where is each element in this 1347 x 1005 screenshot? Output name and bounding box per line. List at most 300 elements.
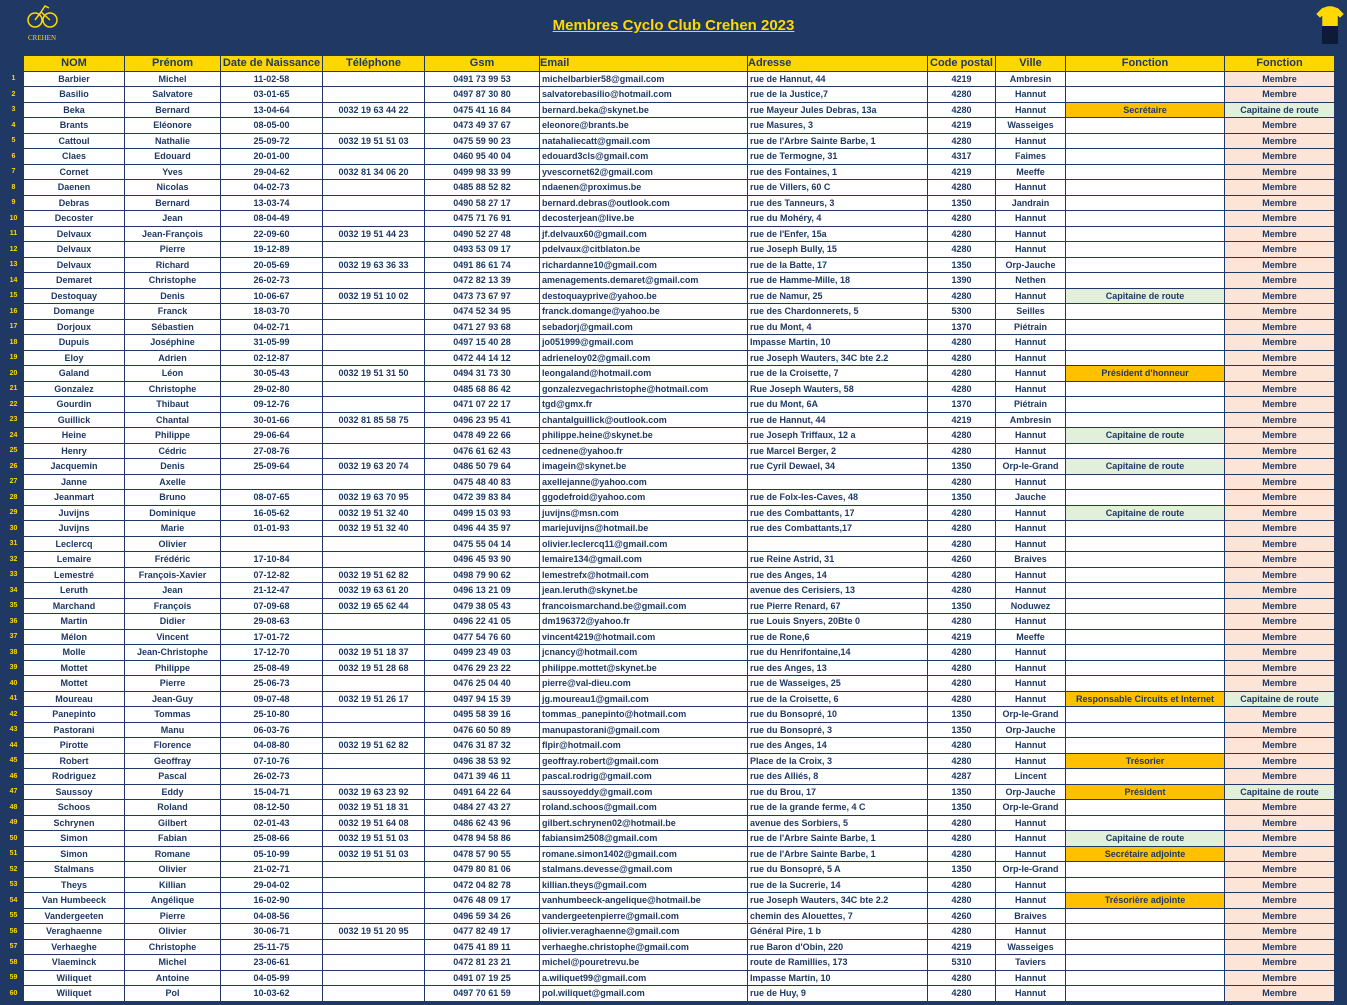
birth-date-cell: 29-04-62 bbox=[221, 164, 323, 180]
last-name-cell: Cornet bbox=[24, 164, 125, 180]
role-cell bbox=[1066, 443, 1225, 459]
postal-code-cell: 5300 bbox=[928, 304, 996, 320]
birth-date-cell: 03-01-65 bbox=[221, 87, 323, 103]
role-cell bbox=[1066, 707, 1225, 723]
phone-cell bbox=[323, 908, 425, 924]
gsm-cell: 0485 68 86 42 bbox=[425, 381, 540, 397]
city-cell: Orp-Jauche bbox=[996, 722, 1066, 738]
column-header: Prénom bbox=[125, 56, 221, 72]
gsm-cell: 0479 38 05 43 bbox=[425, 598, 540, 614]
last-name-cell: Theys bbox=[24, 877, 125, 893]
row-number-cell: 59 bbox=[4, 970, 24, 986]
function-cell: Capitaine de route bbox=[1225, 691, 1335, 707]
gsm-cell: 0478 49 22 66 bbox=[425, 428, 540, 444]
last-name-cell: Debras bbox=[24, 195, 125, 211]
gsm-cell: 0472 81 23 21 bbox=[425, 955, 540, 971]
table-row bbox=[4, 242, 1335, 258]
birth-date-cell: 19-12-89 bbox=[221, 242, 323, 258]
birth-date-cell: 25-11-75 bbox=[221, 939, 323, 955]
postal-code-cell: 4280 bbox=[928, 87, 996, 103]
function-cell: Membre bbox=[1225, 133, 1335, 149]
city-cell: Orp-le-Grand bbox=[996, 800, 1066, 816]
birth-date-cell: 25-10-80 bbox=[221, 707, 323, 723]
row-number-cell: 38 bbox=[4, 645, 24, 661]
city-cell: Hannut bbox=[996, 893, 1066, 909]
phone-cell bbox=[323, 722, 425, 738]
row-number-cell: 31 bbox=[4, 536, 24, 552]
row-number-cell: 43 bbox=[4, 722, 24, 738]
email-cell: flpir@hotmail.com bbox=[540, 738, 748, 754]
row-number-cell: 32 bbox=[4, 552, 24, 568]
postal-code-cell: 4280 bbox=[928, 986, 996, 1002]
phone-cell: 0032 19 63 70 95 bbox=[323, 490, 425, 506]
birth-date-cell: 25-09-64 bbox=[221, 459, 323, 475]
postal-code-cell: 4280 bbox=[928, 691, 996, 707]
gsm-cell: 0471 27 93 68 bbox=[425, 319, 540, 335]
first-name-cell: Chantal bbox=[125, 412, 221, 428]
email-cell: natahaliecatt@gmail.com bbox=[540, 133, 748, 149]
postal-code-cell: 4280 bbox=[928, 521, 996, 537]
first-name-cell: Fabian bbox=[125, 831, 221, 847]
phone-cell bbox=[323, 877, 425, 893]
first-name-cell: Axelle bbox=[125, 474, 221, 490]
first-name-cell: Angélique bbox=[125, 893, 221, 909]
function-cell: Membre bbox=[1225, 257, 1335, 273]
postal-code-cell: 4280 bbox=[928, 846, 996, 862]
address-cell: rue de l'Arbre Sainte Barbe, 1 bbox=[748, 846, 928, 862]
postal-code-cell: 4280 bbox=[928, 536, 996, 552]
gsm-cell: 0497 15 40 28 bbox=[425, 335, 540, 351]
birth-date-cell: 17-12-70 bbox=[221, 645, 323, 661]
postal-code-cell: 4219 bbox=[928, 118, 996, 134]
address-cell: rue du Mont, 6A bbox=[748, 397, 928, 413]
phone-cell bbox=[323, 149, 425, 165]
last-name-cell: Basilio bbox=[24, 87, 125, 103]
address-cell: rue de la Sucrerie, 14 bbox=[748, 877, 928, 893]
email-cell: ndaenen@proximus.be bbox=[540, 180, 748, 196]
city-cell: Hannut bbox=[996, 614, 1066, 630]
city-cell: Orp-Jauche bbox=[996, 257, 1066, 273]
birth-date-cell: 25-09-72 bbox=[221, 133, 323, 149]
role-cell bbox=[1066, 211, 1225, 227]
column-header: Email bbox=[540, 56, 748, 72]
table-row bbox=[4, 815, 1335, 831]
first-name-cell: Cédric bbox=[125, 443, 221, 459]
email-cell: geoffray.robert@gmail.com bbox=[540, 753, 748, 769]
address-cell: rue Joseph Wauters, 34C bte 2.2 bbox=[748, 893, 928, 909]
birth-date-cell: 17-10-84 bbox=[221, 552, 323, 568]
table-row bbox=[4, 707, 1335, 723]
role-cell bbox=[1066, 381, 1225, 397]
postal-code-cell: 4317 bbox=[928, 149, 996, 165]
email-cell: vincent4219@hotmail.com bbox=[540, 629, 748, 645]
email-cell: jean.leruth@skynet.be bbox=[540, 583, 748, 599]
phone-cell bbox=[323, 474, 425, 490]
table-row bbox=[4, 71, 1335, 87]
function-cell: Membre bbox=[1225, 521, 1335, 537]
table-row bbox=[4, 180, 1335, 196]
phone-cell: 0032 19 51 32 40 bbox=[323, 505, 425, 521]
role-cell bbox=[1066, 133, 1225, 149]
gsm-cell: 0475 41 89 11 bbox=[425, 939, 540, 955]
column-header: Fonction bbox=[1225, 56, 1335, 72]
email-cell: lemaire134@gmail.com bbox=[540, 552, 748, 568]
function-cell: Membre bbox=[1225, 474, 1335, 490]
function-cell: Membre bbox=[1225, 769, 1335, 785]
gsm-cell: 0473 73 67 97 bbox=[425, 288, 540, 304]
last-name-cell: Stalmans bbox=[24, 862, 125, 878]
role-cell bbox=[1066, 242, 1225, 258]
table-row bbox=[4, 412, 1335, 428]
function-cell: Membre bbox=[1225, 986, 1335, 1002]
table-row bbox=[4, 660, 1335, 676]
table-row bbox=[4, 459, 1335, 475]
address-cell: rue de la Batte, 17 bbox=[748, 257, 928, 273]
first-name-cell: Denis bbox=[125, 288, 221, 304]
city-cell: Hannut bbox=[996, 986, 1066, 1002]
city-cell: Hannut bbox=[996, 970, 1066, 986]
birth-date-cell: 01-01-93 bbox=[221, 521, 323, 537]
address-cell: rue du Bonsopré, 5 A bbox=[748, 862, 928, 878]
role-cell bbox=[1066, 397, 1225, 413]
role-cell bbox=[1066, 567, 1225, 583]
birth-date-cell: 17-01-72 bbox=[221, 629, 323, 645]
birth-date-cell: 23-06-61 bbox=[221, 955, 323, 971]
email-cell: franck.domange@yahoo.be bbox=[540, 304, 748, 320]
address-cell: chemin des Alouettes, 7 bbox=[748, 908, 928, 924]
gsm-cell: 0499 23 49 03 bbox=[425, 645, 540, 661]
city-cell: Orp-le-Grand bbox=[996, 862, 1066, 878]
gsm-cell: 0474 52 34 95 bbox=[425, 304, 540, 320]
birth-date-cell: 25-08-66 bbox=[221, 831, 323, 847]
row-number-cell: 8 bbox=[4, 180, 24, 196]
address-cell: rue Masures, 3 bbox=[748, 118, 928, 134]
email-cell: romane.simon1402@gmail.com bbox=[540, 846, 748, 862]
logo-text: CREHEN bbox=[28, 34, 56, 42]
email-cell: philippe.heine@skynet.be bbox=[540, 428, 748, 444]
role-cell: Président d'honneur bbox=[1066, 366, 1225, 382]
first-name-cell: Frédéric bbox=[125, 552, 221, 568]
table-row bbox=[4, 195, 1335, 211]
table-row bbox=[4, 784, 1335, 800]
gsm-cell: 0472 82 13 39 bbox=[425, 273, 540, 289]
header-row bbox=[4, 56, 1335, 72]
last-name-cell: Eloy bbox=[24, 350, 125, 366]
last-name-cell: Leruth bbox=[24, 583, 125, 599]
postal-code-cell: 1350 bbox=[928, 707, 996, 723]
city-cell: Braives bbox=[996, 908, 1066, 924]
gsm-cell: 0477 82 49 17 bbox=[425, 924, 540, 940]
birth-date-cell: 07-12-82 bbox=[221, 567, 323, 583]
address-cell: rue Louis Snyers, 20Bte 0 bbox=[748, 614, 928, 630]
last-name-cell: Henry bbox=[24, 443, 125, 459]
function-cell: Membre bbox=[1225, 939, 1335, 955]
address-cell: rue de Hannut, 44 bbox=[748, 412, 928, 428]
city-cell: Hannut bbox=[996, 102, 1066, 118]
first-name-cell: Didier bbox=[125, 614, 221, 630]
phone-cell bbox=[323, 350, 425, 366]
table-row bbox=[4, 164, 1335, 180]
birth-date-cell: 10-03-62 bbox=[221, 986, 323, 1002]
address-cell: Général Pire, 1 b bbox=[748, 924, 928, 940]
first-name-cell: Christophe bbox=[125, 381, 221, 397]
first-name-cell: Olivier bbox=[125, 536, 221, 552]
role-cell: Capitaine de route bbox=[1066, 459, 1225, 475]
row-number-cell: 36 bbox=[4, 614, 24, 630]
address-cell: rue du Bonsopré, 10 bbox=[748, 707, 928, 723]
city-cell: Meeffe bbox=[996, 164, 1066, 180]
phone-cell bbox=[323, 955, 425, 971]
email-cell: olivier.veraghaenne@gmail.com bbox=[540, 924, 748, 940]
birth-date-cell: 16-02-90 bbox=[221, 893, 323, 909]
address-cell: Rue Joseph Wauters, 58 bbox=[748, 381, 928, 397]
birth-date-cell: 30-05-43 bbox=[221, 366, 323, 382]
city-cell: Hannut bbox=[996, 335, 1066, 351]
last-name-cell: Delvaux bbox=[24, 226, 125, 242]
phone-cell: 0032 19 65 62 44 bbox=[323, 598, 425, 614]
city-cell: Hannut bbox=[996, 366, 1066, 382]
postal-code-cell: 4219 bbox=[928, 164, 996, 180]
email-cell: adrieneloy02@gmail.com bbox=[540, 350, 748, 366]
email-cell: stalmans.devesse@gmail.com bbox=[540, 862, 748, 878]
city-cell: Hannut bbox=[996, 443, 1066, 459]
table-row bbox=[4, 769, 1335, 785]
first-name-cell: François-Xavier bbox=[125, 567, 221, 583]
last-name-cell: Demaret bbox=[24, 273, 125, 289]
gsm-cell: 0472 04 82 78 bbox=[425, 877, 540, 893]
postal-code-cell: 4280 bbox=[928, 877, 996, 893]
address-cell: Impasse Martin, 10 bbox=[748, 335, 928, 351]
birth-date-cell: 04-02-71 bbox=[221, 319, 323, 335]
phone-cell: 0032 81 34 06 20 bbox=[323, 164, 425, 180]
table-row bbox=[4, 614, 1335, 630]
function-cell: Membre bbox=[1225, 753, 1335, 769]
address-cell: rue des Alliés, 8 bbox=[748, 769, 928, 785]
function-cell: Membre bbox=[1225, 567, 1335, 583]
table-row bbox=[4, 288, 1335, 304]
table-row bbox=[4, 443, 1335, 459]
address-cell: rue de la Justice,7 bbox=[748, 87, 928, 103]
last-name-cell: Mélon bbox=[24, 629, 125, 645]
address-cell: rue de Villers, 60 C bbox=[748, 180, 928, 196]
row-number-cell: 28 bbox=[4, 490, 24, 506]
phone-cell bbox=[323, 335, 425, 351]
address-cell: rue Cyril Dewael, 34 bbox=[748, 459, 928, 475]
table-row bbox=[4, 831, 1335, 847]
gsm-cell: 0497 94 15 39 bbox=[425, 691, 540, 707]
row-number-cell: 26 bbox=[4, 459, 24, 475]
last-name-cell: Schoos bbox=[24, 800, 125, 816]
email-cell: jo051999@gmail.com bbox=[540, 335, 748, 351]
city-cell: Jauche bbox=[996, 490, 1066, 506]
first-name-cell: Marie bbox=[125, 521, 221, 537]
phone-cell bbox=[323, 428, 425, 444]
function-cell: Membre bbox=[1225, 381, 1335, 397]
function-cell: Membre bbox=[1225, 71, 1335, 87]
phone-cell: 0032 19 51 62 82 bbox=[323, 567, 425, 583]
table-row bbox=[4, 133, 1335, 149]
role-cell: Responsable Circuits et Internet bbox=[1066, 691, 1225, 707]
table-row bbox=[4, 846, 1335, 862]
phone-cell bbox=[323, 397, 425, 413]
city-cell: Taviers bbox=[996, 955, 1066, 971]
address-cell: rue des Anges, 14 bbox=[748, 567, 928, 583]
gsm-cell: 0475 59 90 23 bbox=[425, 133, 540, 149]
birth-date-cell: 13-03-74 bbox=[221, 195, 323, 211]
last-name-cell: Gonzalez bbox=[24, 381, 125, 397]
last-name-cell: Simon bbox=[24, 846, 125, 862]
birth-date-cell: 07-09-68 bbox=[221, 598, 323, 614]
birth-date-cell: 06-03-76 bbox=[221, 722, 323, 738]
first-name-cell: Olivier bbox=[125, 924, 221, 940]
postal-code-cell: 4280 bbox=[928, 567, 996, 583]
gsm-cell: 0494 31 73 30 bbox=[425, 366, 540, 382]
address-cell: rue du Mohéry, 4 bbox=[748, 211, 928, 227]
table-row bbox=[4, 970, 1335, 986]
last-name-cell: Galand bbox=[24, 366, 125, 382]
row-number-cell: 13 bbox=[4, 257, 24, 273]
role-cell bbox=[1066, 583, 1225, 599]
postal-code-cell: 1350 bbox=[928, 722, 996, 738]
table-row bbox=[4, 257, 1335, 273]
postal-code-cell: 4280 bbox=[928, 893, 996, 909]
address-cell: rue de Namur, 25 bbox=[748, 288, 928, 304]
row-number-cell: 34 bbox=[4, 583, 24, 599]
first-name-cell: Jean-Christophe bbox=[125, 645, 221, 661]
gsm-cell: 0496 22 41 05 bbox=[425, 614, 540, 630]
row-number-cell: 48 bbox=[4, 800, 24, 816]
postal-code-cell: 4280 bbox=[928, 180, 996, 196]
address-cell: rue de Wasseiges, 25 bbox=[748, 676, 928, 692]
role-cell bbox=[1066, 87, 1225, 103]
function-cell: Membre bbox=[1225, 505, 1335, 521]
postal-code-cell: 4280 bbox=[928, 660, 996, 676]
column-header: NOM bbox=[24, 56, 125, 72]
address-cell: rue de Folx-les-Caves, 48 bbox=[748, 490, 928, 506]
function-cell: Membre bbox=[1225, 598, 1335, 614]
last-name-cell: Mottet bbox=[24, 660, 125, 676]
row-number-cell: 42 bbox=[4, 707, 24, 723]
email-cell: salvatorebasilio@hotmail.com bbox=[540, 87, 748, 103]
email-cell: francoismarchand.be@gmail.com bbox=[540, 598, 748, 614]
email-cell: destoquayprive@yahoo.be bbox=[540, 288, 748, 304]
row-number-cell: 3 bbox=[4, 102, 24, 118]
table-row bbox=[4, 583, 1335, 599]
function-cell: Membre bbox=[1225, 629, 1335, 645]
birth-date-cell: 08-05-00 bbox=[221, 118, 323, 134]
phone-cell bbox=[323, 629, 425, 645]
row-number-cell: 6 bbox=[4, 149, 24, 165]
email-cell: tgd@gmx.fr bbox=[540, 397, 748, 413]
function-cell: Membre bbox=[1225, 242, 1335, 258]
gsm-cell: 0486 62 43 96 bbox=[425, 815, 540, 831]
role-cell bbox=[1066, 800, 1225, 816]
email-cell: vandergeetenpierre@gmail.com bbox=[540, 908, 748, 924]
gsm-cell: 0499 15 03 93 bbox=[425, 505, 540, 521]
phone-cell bbox=[323, 443, 425, 459]
phone-cell bbox=[323, 862, 425, 878]
first-name-cell: Christophe bbox=[125, 939, 221, 955]
table-row bbox=[4, 893, 1335, 909]
address-cell: rue Baron d'Obin, 220 bbox=[748, 939, 928, 955]
role-cell bbox=[1066, 304, 1225, 320]
table-row bbox=[4, 319, 1335, 335]
gsm-cell: 0496 13 21 09 bbox=[425, 583, 540, 599]
role-cell bbox=[1066, 350, 1225, 366]
table-row bbox=[4, 490, 1335, 506]
row-number-cell: 24 bbox=[4, 428, 24, 444]
first-name-cell: François bbox=[125, 598, 221, 614]
table-row bbox=[4, 877, 1335, 893]
postal-code-cell: 4260 bbox=[928, 908, 996, 924]
email-cell: bernard.debras@outlook.com bbox=[540, 195, 748, 211]
table-row bbox=[4, 335, 1335, 351]
table-row bbox=[4, 691, 1335, 707]
table-row bbox=[4, 273, 1335, 289]
row-number-cell: 29 bbox=[4, 505, 24, 521]
address-cell bbox=[748, 536, 928, 552]
email-cell: eleonore@brants.be bbox=[540, 118, 748, 134]
role-cell bbox=[1066, 815, 1225, 831]
birth-date-cell: 04-05-99 bbox=[221, 970, 323, 986]
role-cell bbox=[1066, 877, 1225, 893]
address-cell: rue de la Croisette, 6 bbox=[748, 691, 928, 707]
postal-code-cell: 4280 bbox=[928, 738, 996, 754]
city-cell: Hannut bbox=[996, 753, 1066, 769]
address-cell: rue du Mont, 4 bbox=[748, 319, 928, 335]
first-name-cell: Killian bbox=[125, 877, 221, 893]
address-cell: rue de l'Enfer, 15a bbox=[748, 226, 928, 242]
table-row bbox=[4, 366, 1335, 382]
postal-code-cell: 4280 bbox=[928, 381, 996, 397]
row-number-cell: 14 bbox=[4, 273, 24, 289]
last-name-cell: Moureau bbox=[24, 691, 125, 707]
row-number-cell: 46 bbox=[4, 769, 24, 785]
email-cell: michel@pouretrevu.be bbox=[540, 955, 748, 971]
email-cell: leongaland@hotmail.com bbox=[540, 366, 748, 382]
city-cell: Hannut bbox=[996, 815, 1066, 831]
email-cell: dm196372@yahoo.fr bbox=[540, 614, 748, 630]
birth-date-cell: 09-07-48 bbox=[221, 691, 323, 707]
phone-cell: 0032 19 51 32 40 bbox=[323, 521, 425, 537]
last-name-cell: Dorjoux bbox=[24, 319, 125, 335]
address-cell: rue Reine Astrid, 31 bbox=[748, 552, 928, 568]
city-cell: Jandrain bbox=[996, 195, 1066, 211]
function-cell: Membre bbox=[1225, 366, 1335, 382]
function-cell: Membre bbox=[1225, 970, 1335, 986]
table-row bbox=[4, 567, 1335, 583]
address-cell: rue de Termogne, 31 bbox=[748, 149, 928, 165]
row-number-cell: 37 bbox=[4, 629, 24, 645]
function-cell: Membre bbox=[1225, 924, 1335, 940]
birth-date-cell: 29-04-02 bbox=[221, 877, 323, 893]
row-number-cell: 21 bbox=[4, 381, 24, 397]
function-cell: Membre bbox=[1225, 722, 1335, 738]
role-cell: Capitaine de route bbox=[1066, 505, 1225, 521]
email-cell: tommas_panepinto@hotmail.com bbox=[540, 707, 748, 723]
city-cell: Hannut bbox=[996, 226, 1066, 242]
function-cell: Membre bbox=[1225, 428, 1335, 444]
function-cell: Membre bbox=[1225, 412, 1335, 428]
birth-date-cell: 20-05-69 bbox=[221, 257, 323, 273]
function-cell: Membre bbox=[1225, 180, 1335, 196]
phone-cell bbox=[323, 304, 425, 320]
gsm-cell: 0490 52 27 48 bbox=[425, 226, 540, 242]
address-cell: rue Joseph Bully, 15 bbox=[748, 242, 928, 258]
row-number-cell: 19 bbox=[4, 350, 24, 366]
city-cell: Hannut bbox=[996, 831, 1066, 847]
table-row bbox=[4, 645, 1335, 661]
